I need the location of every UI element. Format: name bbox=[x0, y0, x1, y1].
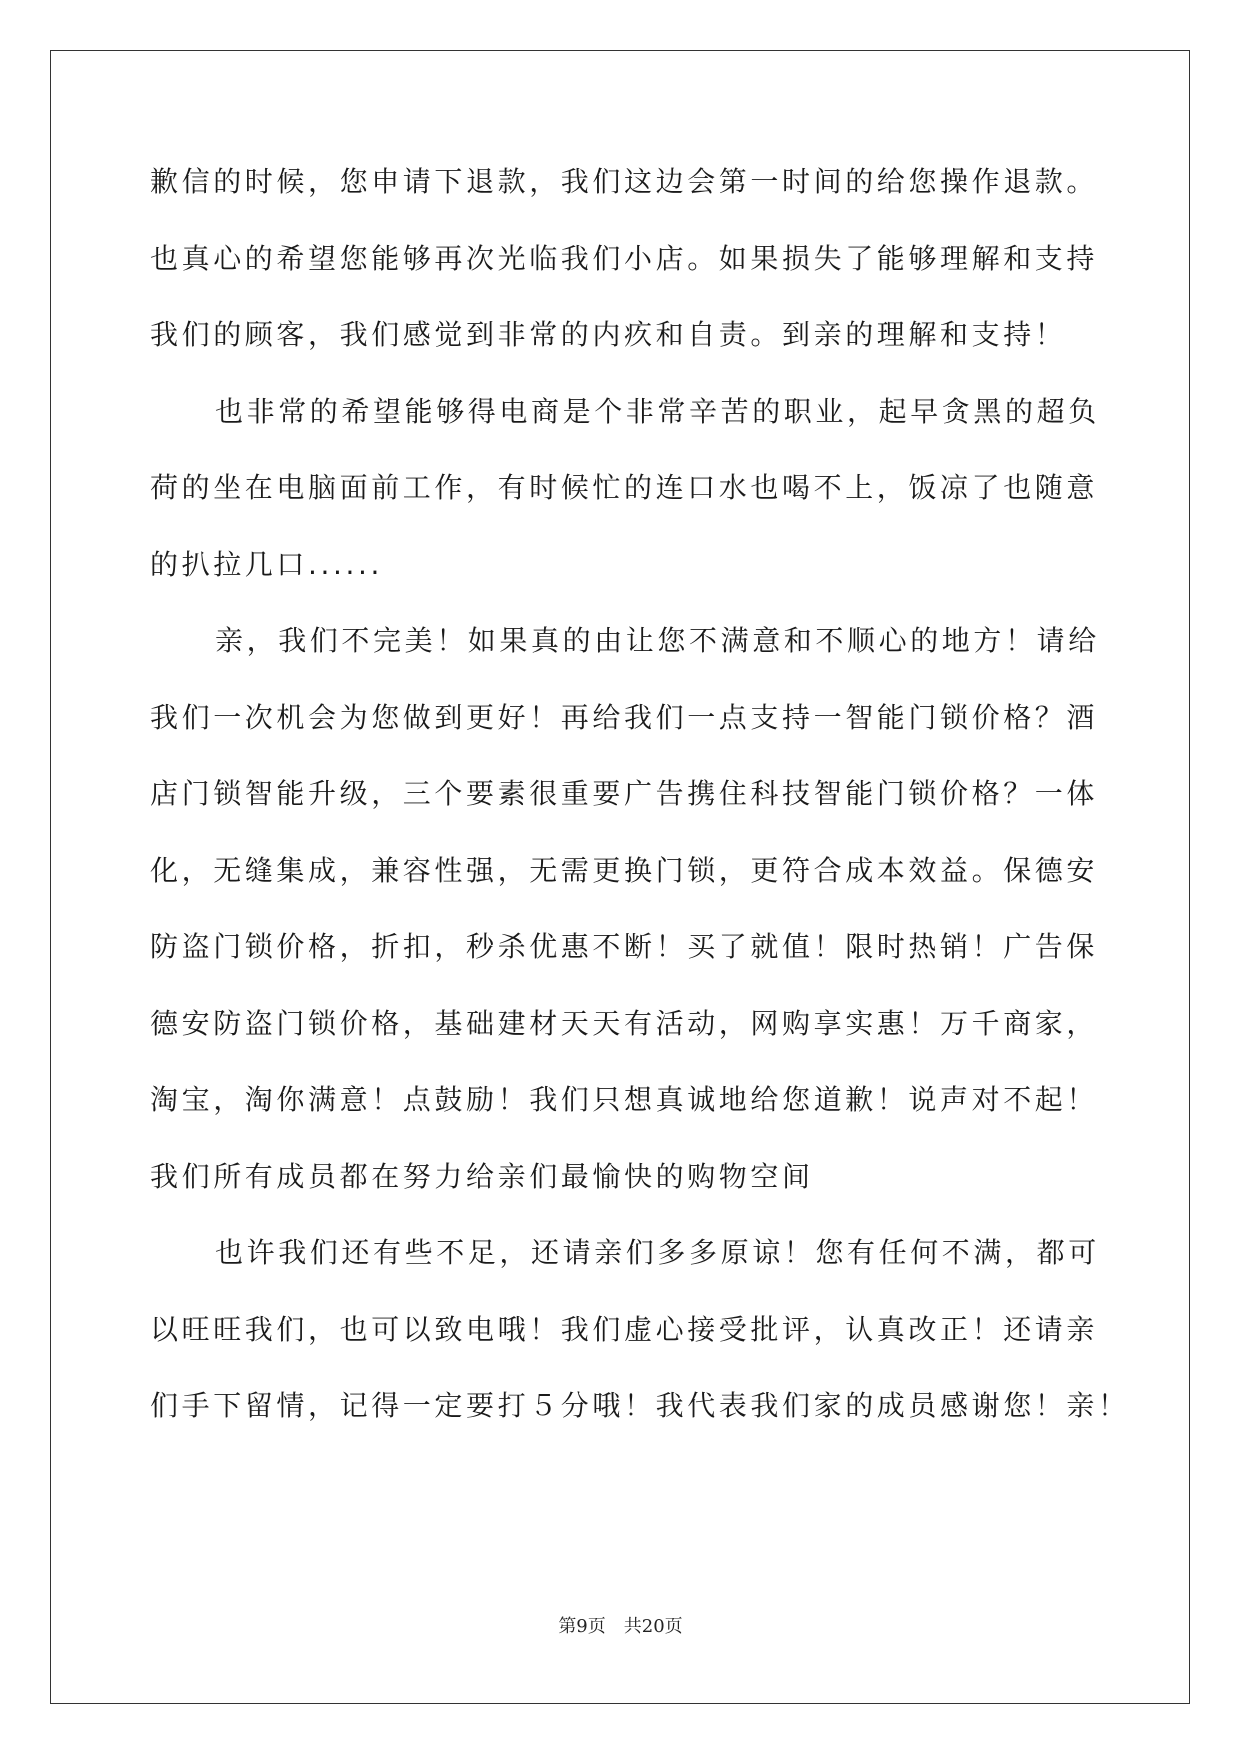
text-line: 店门锁智能升级，三个要素很重要广告携住科技智能门锁价格？一体 bbox=[150, 777, 1099, 810]
text-line: 也许我们还有些不足，还请亲们多多原谅！您有任何不满，都可 bbox=[215, 1236, 1100, 1269]
text-line: 我们一次机会为您做到更好！再给我们一点支持一智能门锁价格？酒 bbox=[150, 700, 1099, 734]
text-line: 防盗门锁价格，折扣，秒杀优惠不断！买了就值！限时热销！广告保 bbox=[150, 930, 1099, 963]
text-line: 淘宝，淘你满意！点鼓励！我们只想真诚地给您道歉！说声对不起！ bbox=[150, 1083, 1099, 1116]
page-total: 共20页 bbox=[623, 1616, 683, 1637]
text-line: 德安防盗门锁价格，基础建材天天有活动，网购享实惠！万千商家， bbox=[150, 1006, 1099, 1040]
text-line: 以旺旺我们，也可以致电哦！我们虚心接受批评，认真改正！还请亲 bbox=[150, 1312, 1099, 1346]
text-line: 歉信的时候，您申请下退款，我们这边会第一时间的给您操作退款。 bbox=[150, 165, 1099, 198]
text-line: 们手下留情，记得一定要打５分哦！我代表我们家的成员感谢您！亲！ bbox=[150, 1389, 1130, 1422]
page-number: 第9页 bbox=[558, 1616, 606, 1637]
text-line: 的扒拉几口...... bbox=[150, 547, 384, 581]
text-line: 亲，我们不完美！如果真的由让您不满意和不顺心的地方！请给 bbox=[215, 624, 1100, 657]
text-line: 我们的顾客，我们感觉到非常的内疚和自责。到亲的理解和支持！ bbox=[150, 318, 1067, 351]
text-line: 我们所有成员都在努力给亲们最愉快的购物空间 bbox=[150, 1159, 814, 1193]
text-line: 化，无缝集成，兼容性强，无需更换门锁，更符合成本效益。保德安 bbox=[150, 853, 1099, 887]
text-line: 也非常的希望能够得电商是个非常辛苦的职业，起早贪黑的超负 bbox=[215, 394, 1100, 428]
text-line: 荷的坐在电脑面前工作，有时候忙的连口水也喝不上，饭凉了也随意 bbox=[150, 471, 1099, 504]
text-line: 也真心的希望您能够再次光临我们小店。如果损失了能够理解和支持 bbox=[150, 241, 1099, 275]
document-body bbox=[150, 163, 1130, 1464]
page-footer bbox=[0, 1612, 1241, 1638]
